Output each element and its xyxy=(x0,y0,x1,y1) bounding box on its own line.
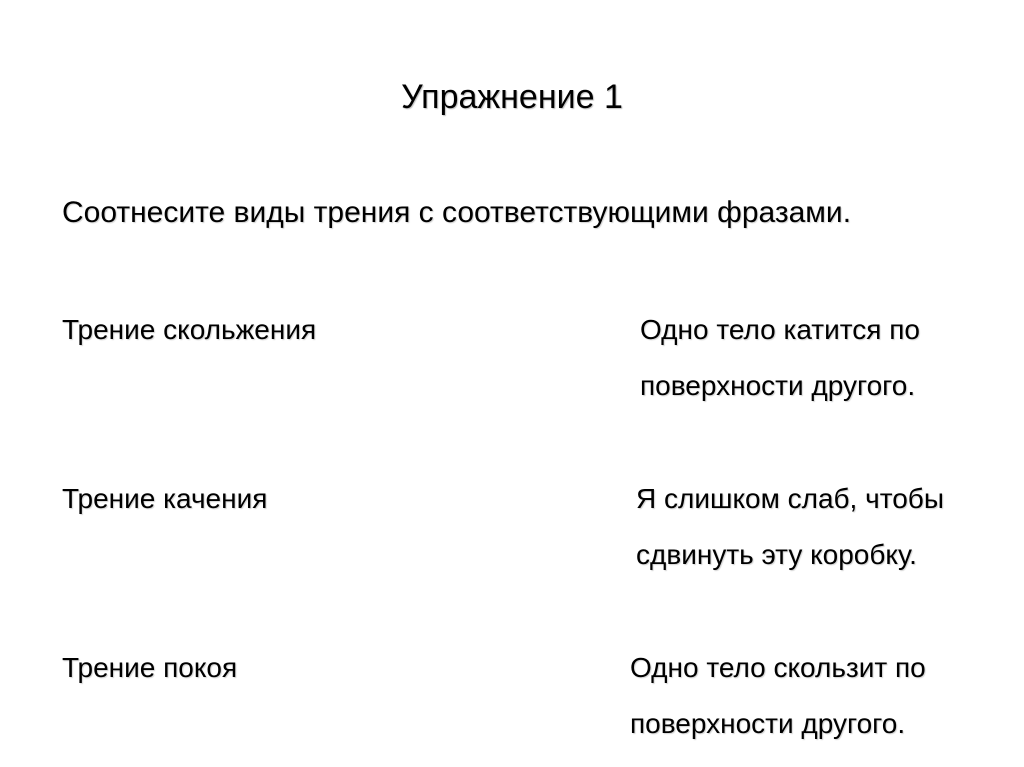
phrase-line: поверхности другого. xyxy=(630,708,906,739)
friction-type-static: Трение покоя xyxy=(62,652,238,683)
exercise-instruction: Соотнесите виды трения с соответствующими фразами. xyxy=(62,196,852,229)
friction-type-sliding: Трение скольжения xyxy=(62,314,317,345)
friction-type-rolling: Трение качения xyxy=(62,483,268,514)
phrase-sliding-body xyxy=(630,640,926,752)
phrase-line: Одно тело скользит по xyxy=(630,652,926,683)
phrase-line: Я слишком слаб, чтобы xyxy=(636,483,944,514)
phrase-line: поверхности другого. xyxy=(640,370,916,401)
phrase-rolling-body xyxy=(640,302,920,414)
phrase-line: сдвинуть эту коробку. xyxy=(636,539,917,570)
slide-title: Упражнение 1 xyxy=(401,78,623,116)
phrase-line: Одно тело катится по xyxy=(640,314,920,345)
phrase-too-weak xyxy=(636,471,944,583)
